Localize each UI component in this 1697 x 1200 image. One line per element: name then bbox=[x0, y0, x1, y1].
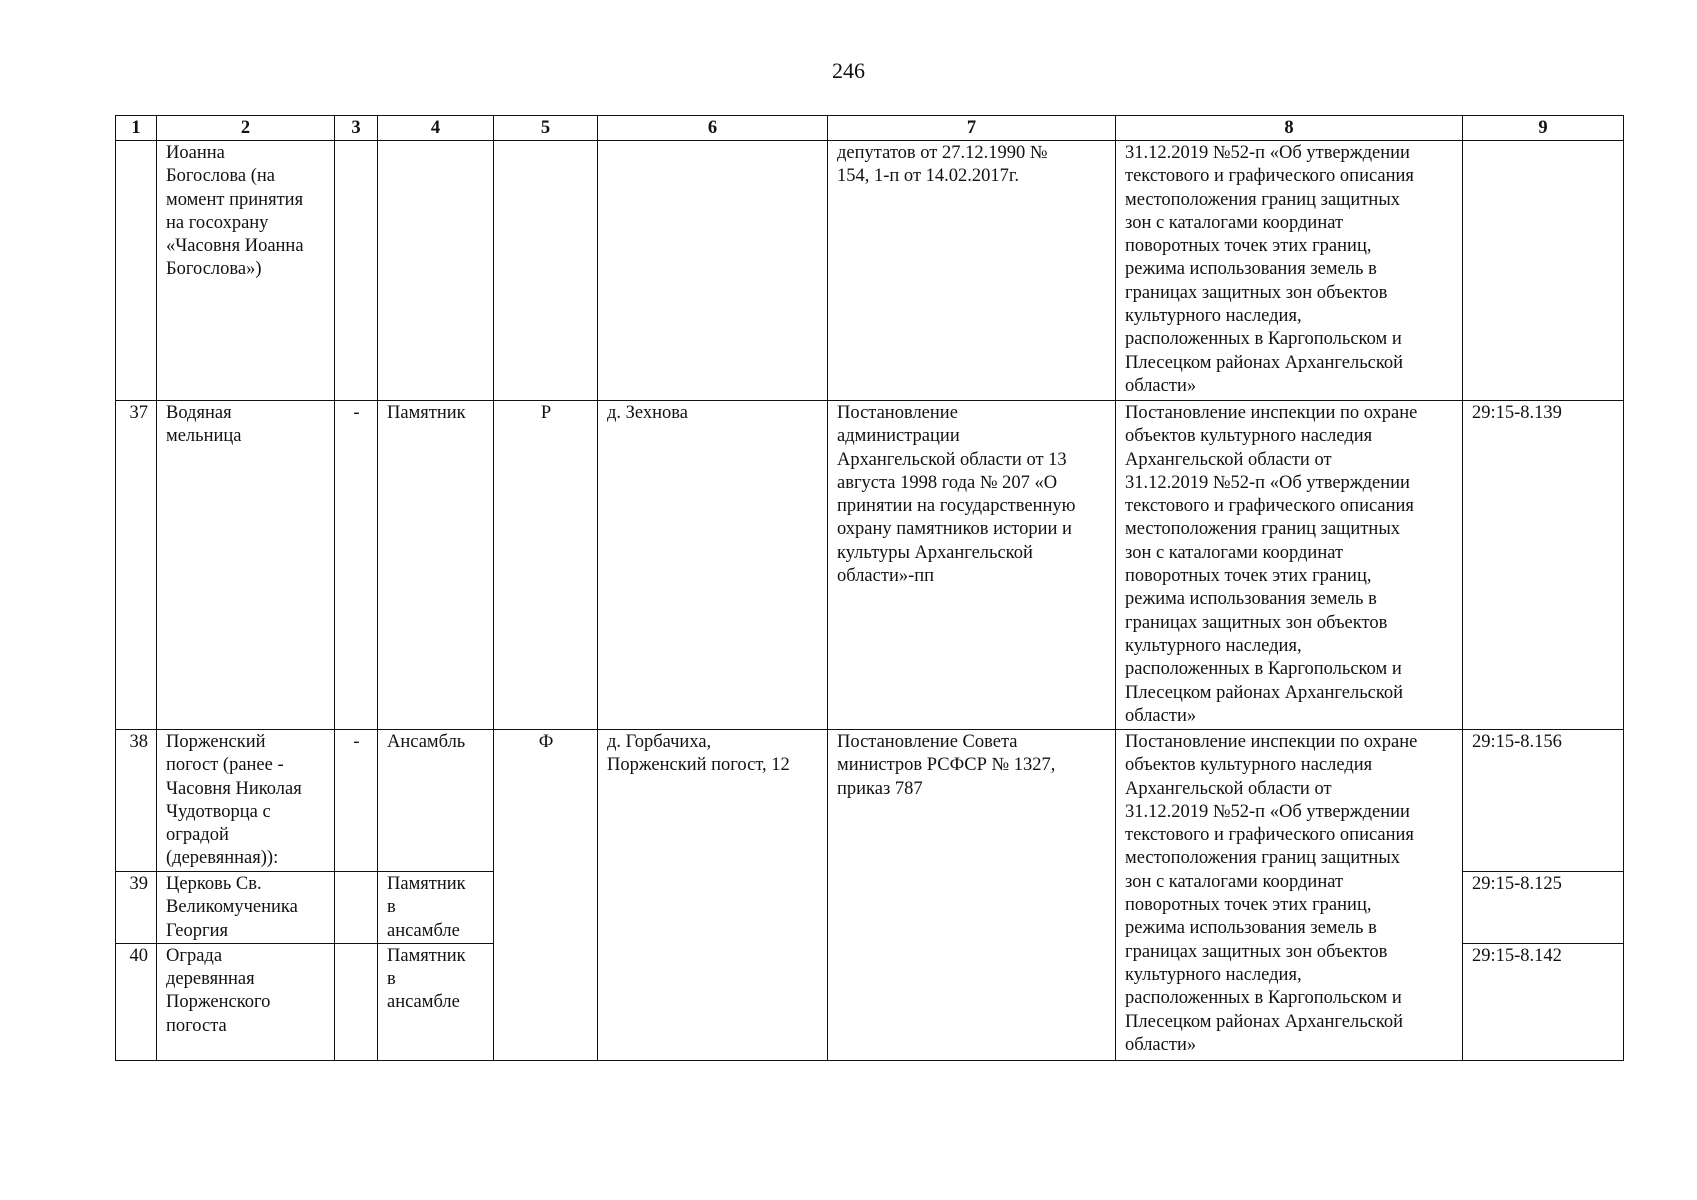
cell-decision: Постановление администрации Архангельской области от 13 августа 1998 года № 207 «О принятии на государственную охрану памятников истории и культуры Архангельской области»-пп bbox=[828, 401, 1116, 730]
table-row bbox=[116, 730, 1624, 872]
cell-reg-number bbox=[1463, 141, 1624, 401]
cell-reg-number: 29:15-8.142 bbox=[1463, 943, 1624, 1060]
cell-address: д. Горбачиха, Порженский погост, 12 bbox=[598, 730, 828, 1061]
cell-type: Памятник bbox=[378, 401, 494, 730]
cell-num: 38 bbox=[116, 730, 157, 872]
cell-category: Р bbox=[494, 401, 598, 730]
header-col-4: 4 bbox=[378, 116, 494, 141]
cell-col3: - bbox=[335, 730, 378, 872]
cell-decision: депутатов от 27.12.1990 № 154, 1-п от 14.02.2017г. bbox=[828, 141, 1116, 401]
cell-col3: - bbox=[335, 401, 378, 730]
cell-name: Иоанна Богослова (на момент принятия на госохрану «Часовня Иоанна Богослова») bbox=[157, 141, 335, 401]
cell-num: 37 bbox=[116, 401, 157, 730]
table-row bbox=[116, 401, 1624, 730]
header-col-5: 5 bbox=[494, 116, 598, 141]
cell-num bbox=[116, 141, 157, 401]
cell-col3 bbox=[335, 872, 378, 944]
cell-type bbox=[378, 141, 494, 401]
cell-name: Порженский погост (ранее - Часовня Николая Чудотворца с оградой (деревянная)): bbox=[157, 730, 335, 872]
cell-type: Памятник в ансамбле bbox=[378, 943, 494, 1060]
cell-reg-number: 29:15-8.156 bbox=[1463, 730, 1624, 872]
cell-num: 39 bbox=[116, 872, 157, 944]
cell-name: Ограда деревянная Порженского погоста bbox=[157, 943, 335, 1060]
header-col-1: 1 bbox=[116, 116, 157, 141]
cell-category: Ф bbox=[494, 730, 598, 1061]
cell-zones: Постановление инспекции по охране объектов культурного наследия Архангельской области от 31.12.2019 №52-п «Об утверждении текстового и графического описания местоположения границ защитных зон с каталогами координат поворотных точек этих границ, режима использования земель в границах защитных зон объектов культурного наследия, расположенных в Каргопольском и Плесецком районах Архангельской области» bbox=[1116, 401, 1463, 730]
cell-num: 40 bbox=[116, 943, 157, 1060]
heritage-registry-table bbox=[115, 115, 1624, 1061]
cell-reg-number: 29:15-8.125 bbox=[1463, 872, 1624, 944]
cell-col3 bbox=[335, 141, 378, 401]
cell-category bbox=[494, 141, 598, 401]
cell-name: Церковь Св. Великомученика Георгия bbox=[157, 872, 335, 944]
cell-address bbox=[598, 141, 828, 401]
header-col-2: 2 bbox=[157, 116, 335, 141]
cell-zones: 31.12.2019 №52-п «Об утверждении текстового и графического описания местоположения границ защитных зон с каталогами координат поворотных точек этих границ, режима использования земель в границах защитных зон объектов культурного наследия, расположенных в Каргопольском и Плесецком районах Архангельской области» bbox=[1116, 141, 1463, 401]
cell-name: Водяная мельница bbox=[157, 401, 335, 730]
header-col-7: 7 bbox=[828, 116, 1116, 141]
cell-decision: Постановление Совета министров РСФСР № 1327, приказ 787 bbox=[828, 730, 1116, 1061]
cell-address: д. Зехнова bbox=[598, 401, 828, 730]
cell-reg-number: 29:15-8.139 bbox=[1463, 401, 1624, 730]
cell-col3 bbox=[335, 943, 378, 1060]
header-col-9: 9 bbox=[1463, 116, 1624, 141]
header-col-3: 3 bbox=[335, 116, 378, 141]
cell-type: Памятник в ансамбле bbox=[378, 872, 494, 944]
page-number: 246 bbox=[832, 58, 865, 83]
header-row bbox=[116, 116, 1624, 141]
header-col-8: 8 bbox=[1116, 116, 1463, 141]
header-col-6: 6 bbox=[598, 116, 828, 141]
cell-zones: Постановление инспекции по охране объектов культурного наследия Архангельской области от 31.12.2019 №52-п «Об утверждении текстового и графического описания местоположения границ защитных зон с каталогами координат поворотных точек этих границ, режима использования земель в границах защитных зон объектов культурного наследия, расположенных в Каргопольском и Плесецком районах Архангельской области» bbox=[1116, 730, 1463, 1061]
table-row-continued bbox=[116, 141, 1624, 401]
cell-type: Ансамбль bbox=[378, 730, 494, 872]
